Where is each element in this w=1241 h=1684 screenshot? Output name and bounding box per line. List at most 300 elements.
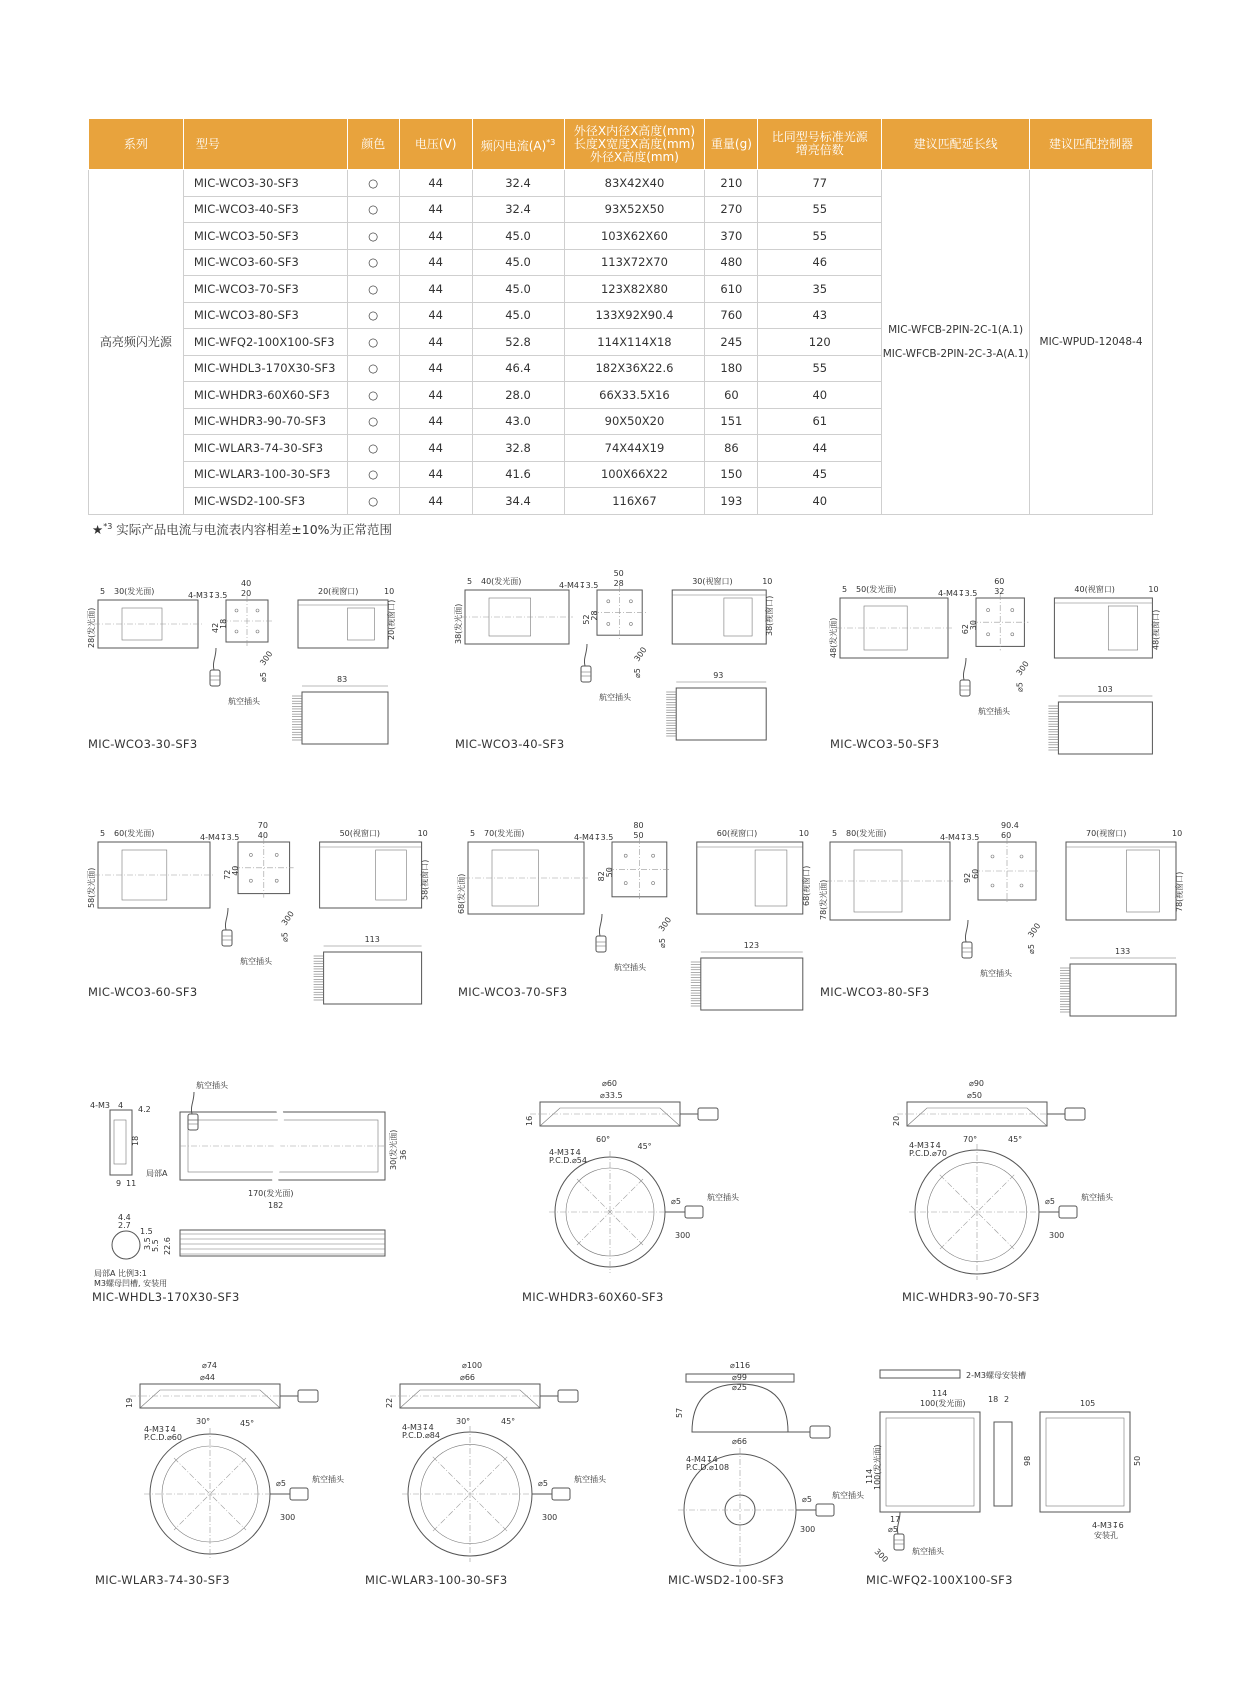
screw-hole [652,882,655,885]
cable-line [213,648,216,670]
window [724,598,752,636]
dim-5: 5 [100,587,106,596]
dim-dia5: ⌀5 [259,672,268,682]
dim-h: 19 [125,1397,134,1408]
screw-hole [987,609,990,612]
box-drawing-caption: MIC-WCO3-30-SF3 [88,737,198,751]
model-cell: MIC-WSD2-100-SF3 [183,488,347,515]
color-cell: ○ [347,435,399,462]
connector-icon [298,1390,318,1402]
dim-screw: 4-M3↧4 [549,1148,581,1157]
spec-table [88,118,1153,515]
dim-width: 70 [257,821,268,830]
current-cell: 41.6 [472,461,564,488]
dim-depth-inner: 28 [590,610,599,621]
dim-dia5: ⌀5 [633,668,643,678]
dim-99: ⌀99 [732,1373,747,1382]
dim-emit: 70(发光面) [484,829,525,838]
screw-hole [1011,633,1014,636]
cable-line [965,920,968,942]
connector-icon [222,930,232,946]
current-cell: 28.0 [472,382,564,409]
screw-hole [1020,884,1023,887]
brightness-cell: 55 [758,223,882,250]
dim-height2: 58(视窗口) [420,859,430,900]
window [1127,850,1160,912]
dimensions-cell: 113X72X70 [564,249,705,276]
dim-screw: 4-M4↧3.5 [559,581,599,590]
current-cell: 43.0 [472,408,564,435]
connector-icon [581,666,591,682]
screw-hole [256,630,259,633]
dim-dia5: ⌀5 [671,1197,681,1206]
connector-icon [558,1390,578,1402]
dim-width-inner: 28 [613,579,624,588]
dim-depth: 92 [963,872,972,883]
current-cell: 45.0 [472,302,564,329]
brightness-cell: 35 [758,276,882,303]
dome-hole [725,1495,755,1525]
dim-depth: 42 [211,622,220,633]
color-cell: ○ [347,488,399,515]
dim-screw: 4-M4↧3.5 [574,833,614,842]
dim-holes: 4-M3↧6 [1092,1521,1124,1530]
box-light-drawing [829,577,1161,753]
dim-pcd: P.C.D.⌀60 [144,1433,182,1442]
dim-45: 45° [1008,1135,1023,1144]
box-drawing-caption: MIC-WCO3-80-SF3 [820,985,930,999]
dim-4: 4 [118,1101,124,1110]
dim-height: 38(发光面) [454,603,463,644]
connector-label: 航空插头 [832,1491,864,1500]
flat-back [1040,1412,1130,1512]
ring-light-drawing [862,1079,1113,1290]
model-cell: MIC-WCO3-80-SF3 [183,302,347,329]
screw-hole [629,622,632,625]
voltage-cell: 44 [399,355,472,382]
dim-pcd: P.C.D.⌀84 [402,1431,440,1440]
current-cell: 45.0 [472,223,564,250]
dim-length: 182 [268,1201,284,1210]
model-cell: MIC-WHDL3-170X30-SF3 [183,355,347,382]
weight-cell: 180 [705,355,758,382]
screw-hole [624,854,627,857]
dim-screw: 4-M4↧3.5 [940,833,980,842]
dim-25: ⌀25 [732,1383,747,1392]
dim-cable: 300 [632,645,649,664]
dim-screw: 4-M3 [90,1101,110,1110]
dim-width-inner: 40 [257,831,268,840]
dim-angle: 30° [456,1417,471,1426]
break-mark [275,1108,281,1186]
dim-cable: 300 [1049,1231,1065,1240]
dim-44: 4.4 [118,1213,131,1222]
dim-h: 22 [385,1397,394,1408]
screw-hole [1011,609,1014,612]
dim-98: 98 [1023,1455,1032,1466]
box-drawing-caption: MIC-WCO3-40-SF3 [455,737,565,751]
end-slot [114,1120,126,1164]
screw-hole [235,630,238,633]
screw-hole [1020,855,1023,858]
connector-label: 航空插头 [707,1193,739,1202]
box-light-drawing [819,821,1184,997]
cable-line [599,914,602,936]
current-cell: 32.4 [472,170,564,197]
dim-length: 123 [743,941,760,950]
dim-depth: 62 [961,624,970,635]
dim-10: 10 [1172,829,1183,838]
current-cell: 46.4 [472,355,564,382]
dim-od: ⌀90 [969,1079,984,1088]
dim-width-inner: 50 [633,831,644,840]
model-cell: MIC-WCO3-60-SF3 [183,249,347,276]
current-cell: 52.8 [472,329,564,356]
dim-cable: 300 [800,1525,816,1534]
dim-height2: 78(视窗口) [1175,871,1184,912]
dim-width: 80 [633,821,644,830]
dimensions-cell: 116X67 [564,488,705,515]
model-cell: MIC-WHDR3-90-70-SF3 [183,408,347,435]
model-cell: MIC-WCO3-50-SF3 [183,223,347,250]
dimensions-cell: 100X66X22 [564,461,705,488]
connector-label: 航空插头 [912,1547,944,1556]
dim-45: 45° [637,1142,652,1151]
dimensions-cell: 74X44X19 [564,435,705,462]
dim-window: 30(视窗口) [692,577,733,586]
dim-emit: 170(发光面) [248,1189,294,1198]
dim-window: 40(视窗口) [1074,585,1115,594]
brightness-cell: 46 [758,249,882,276]
header-model: 型号 [183,119,347,170]
dim-100: 100(发光面) [920,1399,966,1408]
connector-icon [290,1488,308,1500]
screw-hole [607,622,610,625]
weight-cell: 480 [705,249,758,276]
dim-66: ⌀66 [732,1437,747,1446]
dim-id: ⌀33.5 [600,1091,623,1100]
dim-10: 10 [1148,585,1159,594]
dim-window: 70(视窗口) [1086,829,1127,838]
ring-inner [140,1390,280,1408]
series-cell: 高亮频闪光源 [89,170,184,515]
table-header-row [89,119,1153,170]
weight-cell: 210 [705,170,758,197]
heatsink-body [676,688,766,740]
brightness-cell: 61 [758,408,882,435]
ring-inner [907,1108,1047,1126]
dim-depth: 72 [223,869,232,880]
current-cell: 45.0 [472,249,564,276]
dim-width: 40 [241,579,252,588]
model-cell: MIC-WCO3-30-SF3 [183,170,347,197]
dim-length: 83 [337,675,348,684]
dim-55: 5.5 [151,1239,160,1252]
connector-icon [960,680,970,696]
voltage-cell: 44 [399,170,472,197]
connector-label: 航空插头 [978,707,1010,716]
dim-emit: 40(发光面) [481,577,522,586]
flat-top-strip [880,1370,960,1378]
dim-screw: 4-M4↧4 [686,1455,718,1464]
screw-hole [607,600,610,603]
current-cell: 32.4 [472,196,564,223]
cable-line [584,644,587,666]
dim-cable: 300 [1026,921,1043,940]
dim-width-inner: 20 [241,589,252,598]
detail-note: 局部A 比例3:1 [94,1269,147,1278]
connector-label: 航空插头 [599,693,631,702]
dim-cable: 300 [657,915,674,934]
connector-icon [1059,1206,1077,1218]
model-cell: MIC-WFQ2-100X100-SF3 [183,329,347,356]
screw-hole [275,853,278,856]
screw-hole [235,609,238,612]
dim-dia5: ⌀5 [802,1495,812,1504]
voltage-cell: 44 [399,408,472,435]
dim-screw: 4-M3↧4 [402,1423,434,1432]
connector-label: 航空插头 [228,697,260,706]
dim-2: 2 [1004,1395,1010,1404]
detail-note: M3螺母凹槽, 安装用 [94,1279,168,1288]
dim-screw: 4-M3↧4 [144,1425,176,1434]
dim-pcd: P.C.D.⌀54 [549,1156,587,1165]
dim-id: ⌀50 [967,1091,982,1100]
brightness-cell: 55 [758,196,882,223]
header-brightness: 比同型号标准光源 增亮倍数 [758,119,882,170]
dim-5: 5 [842,585,848,594]
dim-10: 10 [384,587,395,596]
dim-h: 57 [675,1407,684,1418]
dim-11: 11 [126,1179,137,1188]
connector-label: 航空插头 [196,1081,228,1090]
dim-od: ⌀100 [462,1361,483,1370]
connector-label: 航空插头 [240,957,272,966]
connector-icon [810,1426,830,1438]
ring-inner [400,1390,540,1408]
dome-drawing-caption: MIC-WSD2-100-SF3 [668,1573,785,1587]
connector-icon [596,936,606,952]
model-cell: MIC-WLAR3-100-30-SF3 [183,461,347,488]
dim-height: 78(发光面) [819,879,828,920]
dim-cable: 300 [675,1231,691,1240]
dim-pcd: P.C.D.⌀108 [686,1463,730,1472]
voltage-cell: 44 [399,488,472,515]
dim-105: 105 [1080,1399,1096,1408]
cable-line [963,658,966,680]
dim-depth-inner: 18 [219,618,228,629]
brightness-cell: 40 [758,382,882,409]
model-cell: MIC-WCO3-70-SF3 [183,276,347,303]
dimensions-cell: 103X62X60 [564,223,705,250]
connector-label: 航空插头 [574,1475,606,1484]
heatsink-body [701,958,803,1010]
dim-width-inner: 60 [1001,831,1012,840]
slot-label: 2-M3螺母安装槽 [966,1371,1026,1380]
dim-cable: 300 [872,1547,890,1565]
bar-drawing-caption: MIC-WHDL3-170X30-SF3 [92,1290,240,1304]
dim-screw: 4-M3↧3.5 [188,591,228,600]
dim-holes-label: 安装孔 [1094,1531,1118,1540]
voltage-cell: 44 [399,329,472,356]
box-drawing-caption: MIC-WCO3-50-SF3 [830,737,940,751]
connector-label: 航空插头 [1081,1193,1113,1202]
ring-light-drawing [495,1079,739,1290]
dim-width-inner: 32 [994,587,1005,596]
dim-depth-inner: 30 [969,620,978,631]
dim-114: 114 [932,1389,948,1398]
brightness-cell: 45 [758,461,882,488]
dim-dia5: ⌀5 [538,1479,548,1488]
header-weight: 重量(g) [705,119,758,170]
dim-depth: 52 [582,614,591,625]
footnote-mark: ★$^{*3}$ [92,521,113,537]
dim-depth-inner: 50 [605,867,614,878]
screw-hole [629,600,632,603]
heatsink-body [1070,964,1176,1016]
dim-window: 20(视窗口) [318,587,359,596]
weight-cell: 151 [705,408,758,435]
brightness-cell: 55 [758,355,882,382]
ring-inner [540,1108,680,1126]
dim-h: 16 [525,1115,534,1126]
weight-cell: 60 [705,382,758,409]
screw-hole [256,609,259,612]
dim-50: 50 [1133,1455,1142,1466]
dim-angle: 30° [196,1417,211,1426]
connector-label: 航空插头 [614,963,646,972]
voltage-cell: 44 [399,435,472,462]
dimensions-cell: 114X114X18 [564,329,705,356]
voltage-cell: 44 [399,382,472,409]
ring-light-drawing [95,1361,344,1572]
color-cell: ○ [347,329,399,356]
dim-depth: 82 [597,871,606,882]
dim-height2: 20(视窗口) [387,599,396,640]
screw-hole [249,879,252,882]
flat-front [880,1412,980,1512]
dim-height2: 68(视窗口) [801,865,811,906]
box-light-drawing [455,570,775,745]
heatsink-body [302,692,388,744]
dim-5: 5 [832,829,838,838]
current-cell: 32.8 [472,435,564,462]
dim-h100: 100(发光面) [873,1444,882,1490]
dim-od: ⌀74 [202,1361,217,1370]
dim-45: 45° [501,1417,516,1426]
dim-screw: 4-M4↧3.5 [200,833,240,842]
dim-depth-inner: 60 [971,868,980,879]
color-cell: ○ [347,223,399,250]
dim-dia5: ⌀5 [888,1525,898,1534]
screw-hole [987,633,990,636]
header-voltage: 电压(V) [399,119,472,170]
dim-screw: 4-M4↧3.5 [938,589,978,598]
dim-cable: 300 [542,1513,558,1522]
dim-dia5: ⌀5 [276,1479,286,1488]
weight-cell: 245 [705,329,758,356]
brightness-cell: 77 [758,170,882,197]
connector-label: 航空插头 [312,1475,344,1484]
flat-emit [886,1418,974,1506]
connector-icon [698,1108,718,1120]
flat-side [994,1422,1012,1506]
screw-hole [652,854,655,857]
header-cable: 建议匹配延长线 [882,119,1030,170]
model-cell: MIC-WHDR3-60X60-SF3 [183,382,347,409]
dim-length: 113 [364,935,380,944]
brightness-cell: 40 [758,488,882,515]
dim-height: 68(发光面) [457,873,466,914]
model-cell: MIC-WCO3-40-SF3 [183,196,347,223]
dimensions-cell: 123X82X80 [564,276,705,303]
dim-length: 93 [713,671,724,680]
header-current: 频闪电流$(A)^{*3}$ [472,119,564,170]
bar-light-drawing [88,1081,433,1300]
dimensions-cell: 133X92X90.4 [564,302,705,329]
dim-dia5: ⌀5 [1015,682,1025,692]
color-cell: ○ [347,461,399,488]
dim-cable: 300 [1014,659,1031,678]
dome-light-drawing [625,1362,865,1572]
color-cell: ○ [347,196,399,223]
table-row [89,170,1153,197]
dim-id: ⌀44 [200,1373,215,1382]
dim-od: ⌀116 [730,1361,751,1370]
dim-226: 22.6 [163,1237,172,1255]
table-body [89,170,1153,515]
screw-hole [275,879,278,882]
ring-drawing-caption: MIC-WHDR3-60X60-SF3 [522,1290,664,1304]
dim-cable: 300 [279,909,297,928]
dim-height: 58(发光面) [87,867,96,908]
footnote [92,520,392,538]
current-cell: 45.0 [472,276,564,303]
dim-length: 103 [1097,685,1113,694]
dimensions-cell: 90X50X20 [564,408,705,435]
weight-cell: 760 [705,302,758,329]
dim-10: 10 [417,829,428,838]
header-color: 颜色 [347,119,399,170]
dim-35: 3.5 [143,1237,152,1250]
brightness-cell: 120 [758,329,882,356]
dim-od: ⌀60 [602,1079,617,1088]
cable-cell: MIC-WFCB-2PIN-2C-1(A.1) MIC-WFCB-2PIN-2C-3-A(A.1) [882,170,1030,515]
ring-light-drawing [355,1361,606,1572]
heatsink-body [324,952,422,1004]
dim-cable: 300 [280,1513,296,1522]
dim-9: 9 [116,1179,122,1188]
dimensions-cell: 83X42X40 [564,170,705,197]
dim-height: 48(发光面) [829,617,838,658]
dim-17: 17 [890,1515,901,1524]
detail-circle [112,1231,140,1259]
dim-dia5: ⌀5 [1045,1197,1055,1206]
dim-10: 10 [798,829,809,838]
footnote-text: 实际产品电流与电流表内容相差±10%为正常范围 [116,522,393,537]
dim-dia5: ⌀5 [657,938,667,948]
connector-icon [685,1206,703,1218]
screw-hole [624,882,627,885]
dim-width: 60 [994,577,1005,586]
dimensions-cell: 182X36X22.6 [564,355,705,382]
dim-screw: 4-M3↧4 [909,1141,941,1150]
dimensions-cell: 93X52X50 [564,196,705,223]
box-drawing-caption: MIC-WCO3-60-SF3 [88,985,198,999]
color-cell: ○ [347,408,399,435]
controller-cell: MIC-WPUD-12048-4 [1030,170,1153,515]
screw-hole [249,853,252,856]
